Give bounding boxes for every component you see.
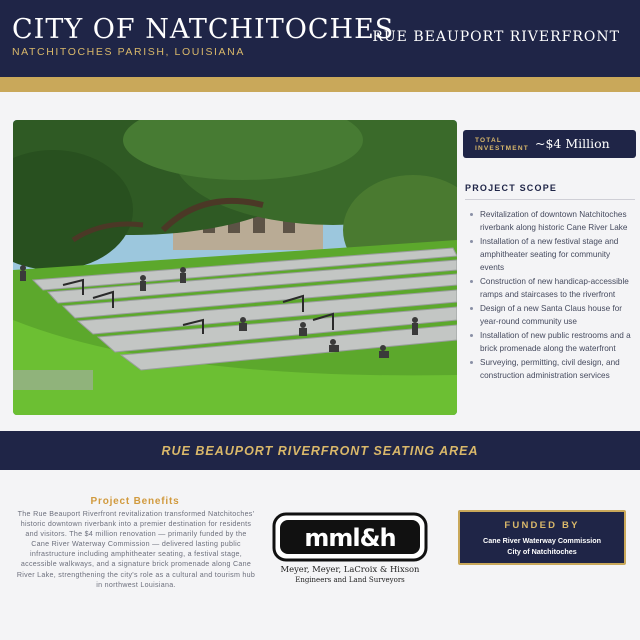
gold-divider-band (0, 77, 640, 92)
caption-band (0, 431, 640, 470)
project-scope-list (470, 208, 635, 383)
riverfront-seating-photo (13, 120, 457, 415)
scope-item: Surveying, permitting, civil design, and construction administration services (470, 356, 635, 382)
funded-by-heading: FUNDED BY (504, 520, 580, 531)
total-investment-box (463, 130, 636, 158)
header-bar (0, 0, 640, 77)
parish-subtitle: NATCHITOCHES PARISH, LOUISIANA (12, 46, 245, 58)
scope-item: Construction of new handicap-accessible ramps and staircases to the riverfront (470, 275, 635, 301)
scope-item: Installation of new public restrooms and a brick promenade along the waterfront (470, 329, 635, 355)
funding-source: Cane River Waterway Commission (483, 536, 601, 545)
city-title: CITY OF NATCHITOCHES (12, 14, 395, 45)
funding-source: City of Natchitoches (507, 547, 577, 556)
scope-item: Installation of a new festival stage and amphitheater seating for community events (470, 235, 635, 274)
funded-by-box (458, 510, 626, 565)
scope-item: Design of a new Santa Claus house for year-round community use (470, 302, 635, 328)
project-name: RUE BEAUPORT RIVERFRONT (372, 29, 620, 45)
firm-subtitle: Engineers and Land Surveyors (295, 576, 405, 584)
logo-mark-text: mml&h (304, 524, 396, 552)
project-scope-heading: PROJECT SCOPE (465, 183, 558, 193)
photo-caption: RUE BEAUPORT RIVERFRONT SEATING AREA (161, 444, 479, 458)
scope-item: Revitalization of downtown Natchitoches riverbank along historic Cane River Lake (470, 208, 635, 234)
mmlh-logo (272, 512, 428, 562)
total-investment-label: TOTAL INVESTMENT (475, 137, 529, 152)
benefits-heading: Project Benefits (90, 496, 180, 507)
firm-name: Meyer, Meyer, LaCroix & Hixson (280, 564, 420, 574)
project-scope-divider (465, 199, 635, 200)
total-investment-value: ~$4 Million (535, 136, 610, 151)
benefits-body: The Rue Beauport Riverfront revitalization transformed Natchitoches' historic downtown riverbank into a premier destination for residents and visitors. The $4 million renovation — primarily funded by the Cane River Waterway Commission — delivered lasting public infrastructure including amphitheater seating, a festival stage, accessible walkways, and a signature brick promenade along Cane River Lake, strengthening the city's role as a cultural and tourism hub in northwest Louisiana. (16, 510, 256, 589)
